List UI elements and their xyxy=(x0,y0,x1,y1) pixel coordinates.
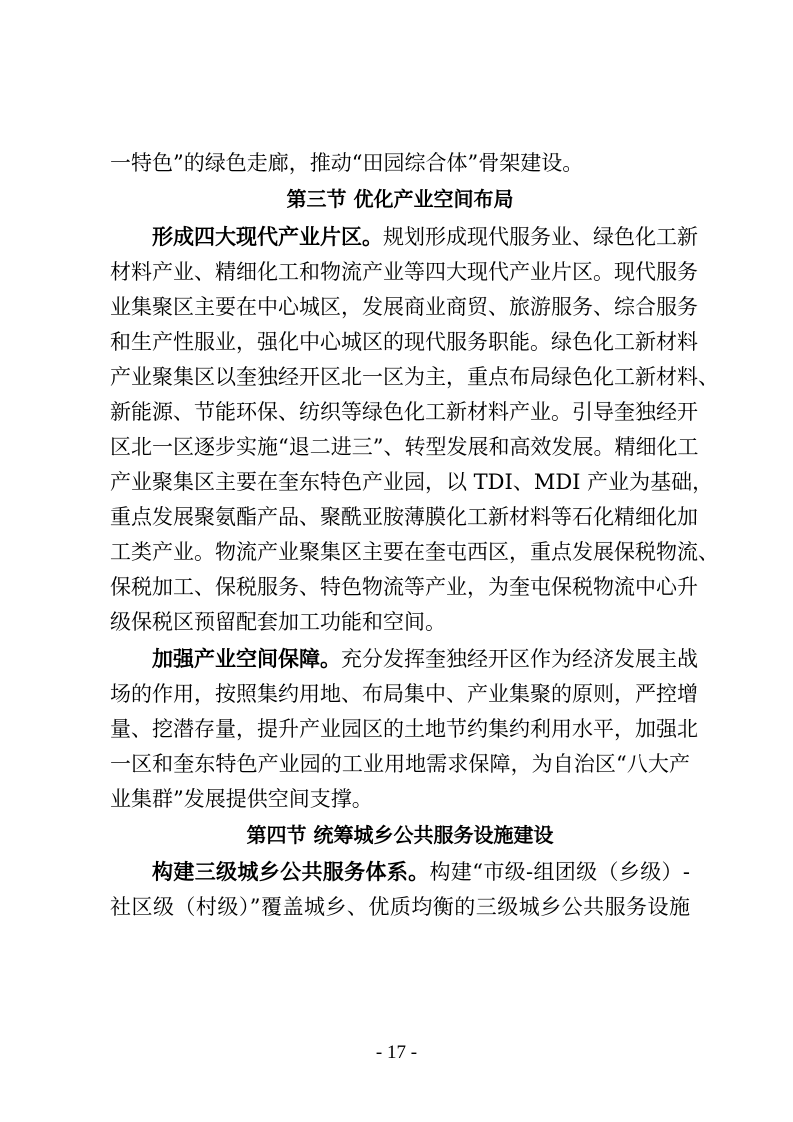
paragraph-line: 工类产业。物流产业聚集区主要在奎屯西区，重点发展保税物流、 xyxy=(110,540,719,564)
paragraph-line: 材料产业、精细化工和物流产业等四大现代产业片区。现代服务 xyxy=(110,260,698,284)
paragraph-line: 重点发展聚氨酯产品、聚酰亚胺薄膜化工新材料等石化精细化加 xyxy=(110,505,698,529)
paragraph-lead: 构建三级城乡公共服务体系。 xyxy=(152,860,430,884)
paragraph-lead: 加强产业空间保障。 xyxy=(152,647,341,671)
paragraph-line xyxy=(152,220,698,254)
paragraph-line: 社区级（村级）”覆盖城乡、优质均衡的三级城乡公共服务设施 xyxy=(110,895,690,919)
section-4-heading: 第四节 统筹城乡公共服务设施建设 xyxy=(246,823,554,847)
paragraph-line: 级保税区预留配套加工功能和空间。 xyxy=(110,610,446,634)
section-3-heading: 第三节 优化产业空间布局 xyxy=(286,187,514,211)
paragraph-line: 保税加工、保税服务、特色物流等产业，为奎屯保税物流中心升 xyxy=(110,575,698,599)
paragraph-line xyxy=(152,855,690,889)
paragraph-line xyxy=(152,642,698,676)
paragraph-line: 产业聚集区以奎独经开区北一区为主，重点布局绿色化工新材料、 xyxy=(110,365,719,389)
paragraph-line: 场的作用，按照集约用地、布局集中、产业集聚的原则，严控增 xyxy=(110,682,698,706)
page-number: - 17 - xyxy=(375,1042,418,1063)
paragraph-text: 规划形成现代服务业、绿色化工新 xyxy=(383,225,698,249)
paragraph-line: 业集群”发展提供空间支撑。 xyxy=(110,787,373,811)
paragraph-line: 新能源、节能环保、纺织等绿色化工新材料产业。引导奎独经开 xyxy=(110,400,698,424)
paragraph-line: 产业聚集区主要在奎东特色产业园，以 TDI、MDI 产业为基础， xyxy=(110,470,714,494)
paragraph-line: 一区和奎东特色产业园的工业用地需求保障，为自治区“八大产 xyxy=(110,752,690,776)
paragraph-line: 量、挖潜存量，提升产业园区的土地节约集约利用水平，加强北 xyxy=(110,717,698,741)
paragraph-line: 区北一区逐步实施“退二进三”、转型发展和高效发展。精细化工 xyxy=(110,435,699,459)
paragraph-lead: 形成四大现代产业片区。 xyxy=(152,225,383,249)
continuation-line: 一特色”的绿色走廊，推动“田园综合体”骨架建设。 xyxy=(110,151,584,175)
paragraph-line: 业集聚区主要在中心城区，发展商业商贸、旅游服务、综合服务 xyxy=(110,295,698,319)
paragraph-line: 和生产性服业，强化中心城区的现代服务职能。绿色化工新材料 xyxy=(110,330,698,354)
paragraph-text: 构建“市级-组团级（乡级）- xyxy=(429,860,690,884)
paragraph-text: 充分发挥奎独经开区作为经济发展主战 xyxy=(341,647,698,671)
